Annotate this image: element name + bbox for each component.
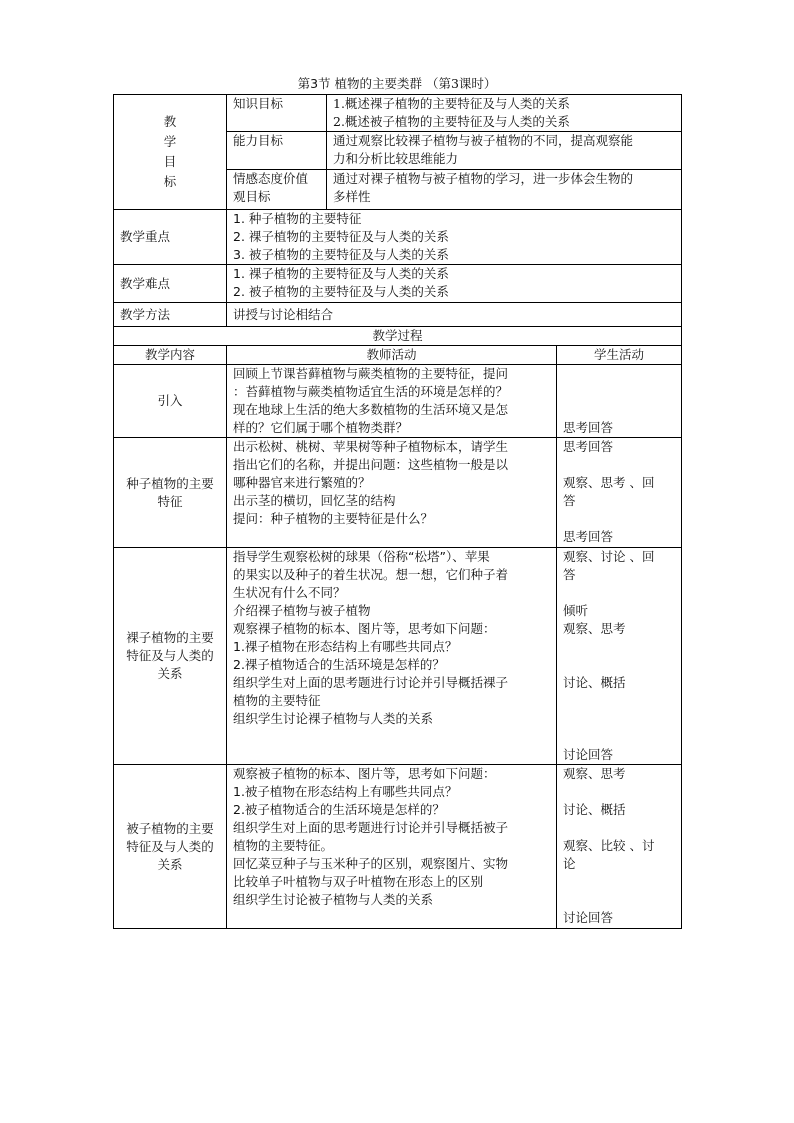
header-teacher: 教师活动 — [227, 346, 557, 365]
process-row-2-content: 种子植物的主要 特征 — [114, 438, 227, 548]
title-sub: （第3课时） — [425, 76, 497, 91]
process-title: 教学过程 — [114, 327, 682, 346]
knowledge-goal-label: 知识目标 — [227, 95, 327, 132]
process-row-4-student: 观察、思考 讨论、概括 观察、比较 、讨 论 讨论回答 — [557, 765, 682, 929]
knowledge-goal-items: 1.概述裸子植物的主要特征及与人类的关系 2.概述被子植物的主要特征及与人类的关系 — [327, 95, 682, 132]
process-row-4-content: 被子植物的主要 特征及与人类的 关系 — [114, 765, 227, 929]
process-row-1-content: 引入 — [114, 365, 227, 438]
title-main: 第3节 植物的主要类群 — [297, 76, 422, 91]
lesson-plan-table — [113, 94, 682, 929]
goals-label: 教 学 目 标 — [114, 95, 227, 210]
emotion-goal-text: 通过对裸子植物与被子植物的学习，进一步体会生物的 多样性 — [327, 170, 682, 210]
process-row-4-teacher: 观察被子植物的标本、图片等，思考如下问题： 1.被子植物在形态结构上有哪些共同点？ 2.被子植物适合的生活环境是怎样的？ 组织学生对上面的思考题进行讨论并引导概括被子 植物的主要特征。 回忆菜豆种子与玉米种子的区别，观察图片、实物 比较单子叶植物与双子叶植物在形态上的区别 组织学生讨论被子植物与人类的关系 — [227, 765, 557, 929]
method-label: 教学方法 — [114, 303, 227, 327]
page-title — [0, 76, 794, 92]
ability-goal-label: 能力目标 — [227, 132, 327, 170]
ability-goal-text: 通过观察比较裸子植物与被子植物的不同，提高观察能 力和分析比较思维能力 — [327, 132, 682, 170]
header-student: 学生活动 — [557, 346, 682, 365]
difficulties-label: 教学难点 — [114, 265, 227, 303]
process-row-3-student: 观察、讨论 、回 答 倾听 观察、思考 讨论、概括 讨论回答 — [557, 548, 682, 765]
process-row-2-student: 思考回答 观察、思考 、回 答 思考回答 — [557, 438, 682, 548]
process-row-1-student: 思考回答 — [557, 365, 682, 438]
method-value: 讲授与讨论相结合 — [227, 303, 682, 327]
key-points-label: 教学重点 — [114, 210, 227, 265]
process-row-3-content: 裸子植物的主要 特征及与人类的 关系 — [114, 548, 227, 765]
process-row-2-teacher: 出示松树、桃树、苹果树等种子植物标本，请学生 指出它们的名称，并提出问题：这些植物一般是以 哪种器官来进行繁殖的？ 出示茎的横切，回忆茎的结构 提问：种子植物的主要特征是什么？ — [227, 438, 557, 548]
emotion-goal-label: 情感态度价值 观目标 — [227, 170, 327, 210]
header-content: 教学内容 — [114, 346, 227, 365]
process-row-1-teacher: 回顾上节课苔藓植物与蕨类植物的主要特征，提问 ：苔藓植物与蕨类植物适宜生活的环境是怎样的？ 现在地球上生活的绝大多数植物的生活环境又是怎 样的？它们属于哪个植物类群？ — [227, 365, 557, 438]
difficulties-list: 1. 裸子植物的主要特征及与人类的关系 2. 被子植物的主要特征及与人类的关系 — [227, 265, 682, 303]
key-points-list: 1. 种子植物的主要特征 2. 裸子植物的主要特征及与人类的关系 3. 被子植物的主要特征及与人类的关系 — [227, 210, 682, 265]
process-row-3-teacher: 指导学生观察松树的球果（俗称“松塔”）、苹果 的果实以及种子的着生状况。想一想，它们种子着 生状况有什么不同？ 介绍裸子植物与被子植物 观察裸子植物的标本、图片等，思考如下问题： 1.裸子植物在形态结构上有哪些共同点？ 2.裸子植物适合的生活环境是怎样的？ 组织学生对上面的思考题进行讨论并引导概括裸子 植物的主要特征 组织学生讨论裸子植物与人类的关系 — [227, 548, 557, 765]
